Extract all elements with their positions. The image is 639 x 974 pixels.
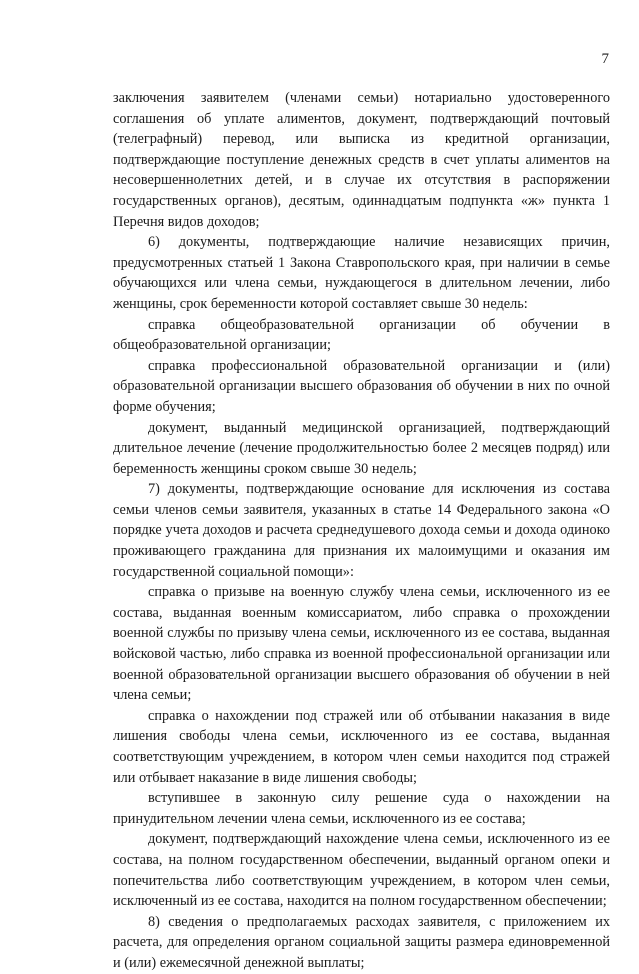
paragraph-10: документ, подтверждающий нахождение члена семьи, исключенного из ее состава, на полном государственном обеспечении, выданный органом опеки и попечительства либо соответствующим учреждением, в котором член семьи, исключенный из ее состава, находится на полном государственном обеспечении; bbox=[113, 831, 610, 910]
paragraph-3: справка общеобразовательной организации об обучении в общеобразовательной организации; bbox=[113, 316, 610, 354]
paragraph-9: вступившее в законную силу решение суда о нахождении на принудительном лечении члена семьи, исключенного из ее состава; bbox=[113, 790, 610, 827]
paragraph-5: документ, выданный медицинской организацией, подтверждающий длительное лечение (лечение продолжительностью более 2 месяцев подряд) или беременность женщины сроком свыше 30 недель; bbox=[113, 419, 610, 477]
paragraph-4: справка профессиональной образовательной организации и (или) образовательной организации высшего образования об обучении в них по очной форме обучения; bbox=[113, 357, 610, 415]
document-body bbox=[113, 88, 610, 974]
paragraph-8: справка о нахождении под стражей или об отбывании наказания в виде лишения свободы члена семьи, исключенного из ее состава, выданная соответствующим учреждением, в котором член семьи находится под стражей или отбывает наказание в виде лишения свободы; bbox=[113, 707, 610, 786]
paragraph-1: заключения заявителем (членами семьи) нотариально удостоверенного соглашения об уплате алиментов, документ, подтверждающий почтовый (телеграфный) перевод, или выписка из кредитной организации, подтверждающие поступление денежных средств в счет уплаты алиментов на несовершеннолетних детей, и в случае их отсутствия в распоряжении государственных органов), десятым, одиннадцатым подпункта «ж» пункта 1 Перечня видов доходов; bbox=[113, 90, 610, 230]
paragraph-7: справка о призыве на военную службу члена семьи, исключенного из ее состава, выданная военным комиссариатом, либо справка о прохождении военной службы по призыву члена семьи, исключенного из ее состава, выданная войсковой частью, либо справка из военной профессиональной организации или военной образовательной организации высшего образования об обучении в ней члена семьи; bbox=[113, 584, 610, 704]
paragraph-6: 7) документы, подтверждающие основание для исключения из состава семьи членов семьи заявителя, указанных в статье 14 Федерального закона «О порядке учета доходов и расчета среднедушевого дохода семьи и дохода одиноко проживающего гражданина для признания их малоимущими и оказания им государственной социальной помощи»: bbox=[113, 481, 610, 580]
paragraph-2: 6) документы, подтверждающие наличие независящих причин, предусмотренных статьей 1 Закона Ставропольского края, при наличии в семье обучающихся или члена семьи, нуждающегося в длительном лечении, либо женщины, срок беременности которой составляет свыше 30 недель: bbox=[113, 234, 610, 312]
page-number: 7 bbox=[601, 51, 609, 67]
paragraph-11: 8) сведения о предполагаемых расходах заявителя, с приложением их расчета, для определения органом социальной защиты размера единовременной и (или) ежемесячной денежной выплаты; bbox=[113, 913, 610, 971]
